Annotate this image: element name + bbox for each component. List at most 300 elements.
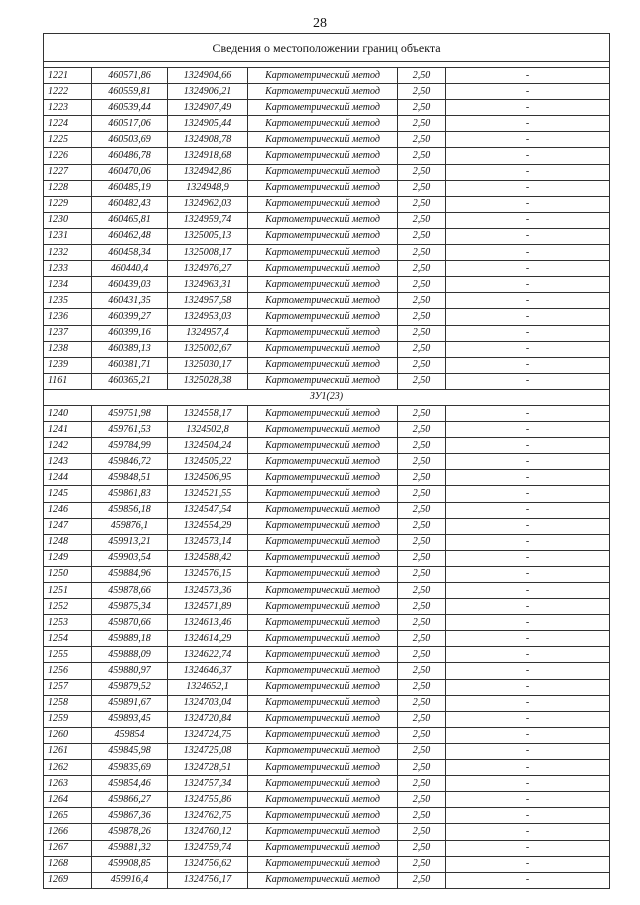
description: - xyxy=(446,84,610,100)
coord-y: 1324756,62 xyxy=(168,856,248,872)
coord-x: 459751,98 xyxy=(92,405,168,421)
table-row xyxy=(44,470,610,486)
coord-x: 459893,45 xyxy=(92,711,168,727)
method: Картометрический метод xyxy=(248,599,398,615)
precision: 2,50 xyxy=(398,84,446,100)
precision: 2,50 xyxy=(398,180,446,196)
description: - xyxy=(446,486,610,502)
precision: 2,50 xyxy=(398,100,446,116)
page-number: 28 xyxy=(313,16,327,31)
coord-y: 1324588,42 xyxy=(168,550,248,566)
table-row xyxy=(44,663,610,679)
method: Картометрический метод xyxy=(248,180,398,196)
method: Картометрический метод xyxy=(248,277,398,293)
description: - xyxy=(446,663,610,679)
coord-x: 459913,21 xyxy=(92,534,168,550)
method: Картометрический метод xyxy=(248,727,398,743)
table-row xyxy=(44,116,610,132)
table-row xyxy=(44,566,610,582)
coord-y: 1324502,8 xyxy=(168,422,248,438)
method: Картометрический метод xyxy=(248,550,398,566)
point-number: 1236 xyxy=(44,309,92,325)
coord-y: 1324728,51 xyxy=(168,760,248,776)
coord-y: 1324760,12 xyxy=(168,824,248,840)
method: Картометрический метод xyxy=(248,132,398,148)
table-row xyxy=(44,743,610,759)
method: Картометрический метод xyxy=(248,808,398,824)
coord-y: 1324554,29 xyxy=(168,518,248,534)
coord-y: 1324976,27 xyxy=(168,261,248,277)
coord-y: 1324573,36 xyxy=(168,583,248,599)
method: Картометрический метод xyxy=(248,824,398,840)
point-number: 1245 xyxy=(44,486,92,502)
point-number: 1232 xyxy=(44,245,92,261)
precision: 2,50 xyxy=(398,422,446,438)
point-number: 1266 xyxy=(44,824,92,840)
table-row xyxy=(44,357,610,373)
section-label: ЗУ1(23) xyxy=(44,389,610,405)
table-row xyxy=(44,261,610,277)
precision: 2,50 xyxy=(398,341,446,357)
coord-x: 459835,69 xyxy=(92,760,168,776)
method: Картометрический метод xyxy=(248,856,398,872)
coord-x: 459761,53 xyxy=(92,422,168,438)
description: - xyxy=(446,405,610,421)
description: - xyxy=(446,776,610,792)
coord-x: 460482,43 xyxy=(92,196,168,212)
point-number: 1250 xyxy=(44,566,92,582)
method: Картометрический метод xyxy=(248,309,398,325)
precision: 2,50 xyxy=(398,309,446,325)
coord-y: 1324759,74 xyxy=(168,840,248,856)
precision: 2,50 xyxy=(398,631,446,647)
precision: 2,50 xyxy=(398,727,446,743)
table-row xyxy=(44,148,610,164)
precision: 2,50 xyxy=(398,148,446,164)
description: - xyxy=(446,470,610,486)
table-row xyxy=(44,180,610,196)
coord-x: 460485,19 xyxy=(92,180,168,196)
precision: 2,50 xyxy=(398,293,446,309)
point-number: 1228 xyxy=(44,180,92,196)
description: - xyxy=(446,454,610,470)
coord-x: 460399,16 xyxy=(92,325,168,341)
precision: 2,50 xyxy=(398,228,446,244)
method: Картометрический метод xyxy=(248,438,398,454)
method: Картометрический метод xyxy=(248,647,398,663)
point-number: 1227 xyxy=(44,164,92,180)
point-number: 1246 xyxy=(44,502,92,518)
description: - xyxy=(446,180,610,196)
boundary-table xyxy=(43,33,610,889)
point-number: 1161 xyxy=(44,373,92,389)
method: Картометрический метод xyxy=(248,679,398,695)
point-number: 1230 xyxy=(44,212,92,228)
coord-y: 1324724,75 xyxy=(168,727,248,743)
description: - xyxy=(446,325,610,341)
description: - xyxy=(446,840,610,856)
description: - xyxy=(446,341,610,357)
coord-x: 460458,34 xyxy=(92,245,168,261)
coord-y: 1324904,66 xyxy=(168,68,248,84)
coord-x: 459889,18 xyxy=(92,631,168,647)
point-number: 1231 xyxy=(44,228,92,244)
description: - xyxy=(446,631,610,647)
table-row xyxy=(44,212,610,228)
method: Картометрический метод xyxy=(248,357,398,373)
description: - xyxy=(446,196,610,212)
point-number: 1226 xyxy=(44,148,92,164)
method: Картометрический метод xyxy=(248,743,398,759)
table-row xyxy=(44,422,610,438)
coord-x: 460486,78 xyxy=(92,148,168,164)
method: Картометрический метод xyxy=(248,164,398,180)
coord-x: 459888,09 xyxy=(92,647,168,663)
coord-y: 1324504,24 xyxy=(168,438,248,454)
description: - xyxy=(446,293,610,309)
method: Картометрический метод xyxy=(248,373,398,389)
table-title: Сведения о местоположении границ объекта xyxy=(44,34,610,62)
coord-x: 460389,13 xyxy=(92,341,168,357)
precision: 2,50 xyxy=(398,132,446,148)
coord-x: 459903,54 xyxy=(92,550,168,566)
method: Картометрический метод xyxy=(248,792,398,808)
point-number: 1243 xyxy=(44,454,92,470)
description: - xyxy=(446,743,610,759)
table-row xyxy=(44,711,610,727)
table-row xyxy=(44,792,610,808)
method: Картометрический метод xyxy=(248,776,398,792)
point-number: 1239 xyxy=(44,357,92,373)
point-number: 1229 xyxy=(44,196,92,212)
coord-y: 1325028,38 xyxy=(168,373,248,389)
precision: 2,50 xyxy=(398,486,446,502)
coord-y: 1324957,58 xyxy=(168,293,248,309)
description: - xyxy=(446,148,610,164)
description: - xyxy=(446,164,610,180)
method: Картометрический метод xyxy=(248,84,398,100)
description: - xyxy=(446,100,610,116)
description: - xyxy=(446,438,610,454)
point-number: 1223 xyxy=(44,100,92,116)
precision: 2,50 xyxy=(398,68,446,84)
method: Картометрический метод xyxy=(248,68,398,84)
point-number: 1257 xyxy=(44,679,92,695)
coord-x: 459845,98 xyxy=(92,743,168,759)
point-number: 1224 xyxy=(44,116,92,132)
point-number: 1237 xyxy=(44,325,92,341)
coord-x: 459880,97 xyxy=(92,663,168,679)
table-row xyxy=(44,534,610,550)
method: Картометрический метод xyxy=(248,760,398,776)
method: Картометрический метод xyxy=(248,422,398,438)
coord-x: 460559,81 xyxy=(92,84,168,100)
point-number: 1247 xyxy=(44,518,92,534)
table-row xyxy=(44,631,610,647)
table-row xyxy=(44,405,610,421)
coord-x: 460431,35 xyxy=(92,293,168,309)
description: - xyxy=(446,679,610,695)
coord-x: 459876,1 xyxy=(92,518,168,534)
coord-y: 1324725,08 xyxy=(168,743,248,759)
description: - xyxy=(446,808,610,824)
coord-y: 1325008,17 xyxy=(168,245,248,261)
precision: 2,50 xyxy=(398,502,446,518)
description: - xyxy=(446,116,610,132)
coord-x: 459861,83 xyxy=(92,486,168,502)
point-number: 1251 xyxy=(44,583,92,599)
method: Картометрический метод xyxy=(248,872,398,888)
point-number: 1238 xyxy=(44,341,92,357)
precision: 2,50 xyxy=(398,599,446,615)
table-row xyxy=(44,454,610,470)
description: - xyxy=(446,599,610,615)
description: - xyxy=(446,228,610,244)
coord-y: 1324571,89 xyxy=(168,599,248,615)
coord-y: 1324953,03 xyxy=(168,309,248,325)
description: - xyxy=(446,727,610,743)
method: Картометрический метод xyxy=(248,711,398,727)
precision: 2,50 xyxy=(398,647,446,663)
point-number: 1256 xyxy=(44,663,92,679)
point-number: 1248 xyxy=(44,534,92,550)
precision: 2,50 xyxy=(398,550,446,566)
precision: 2,50 xyxy=(398,212,446,228)
method: Картометрический метод xyxy=(248,245,398,261)
description: - xyxy=(446,856,610,872)
coord-x: 460440,4 xyxy=(92,261,168,277)
table-title-row xyxy=(44,34,610,62)
table-row xyxy=(44,599,610,615)
coord-y: 1324506,95 xyxy=(168,470,248,486)
section-row xyxy=(44,389,610,405)
coord-x: 460465,81 xyxy=(92,212,168,228)
method: Картометрический метод xyxy=(248,518,398,534)
coord-x: 459870,66 xyxy=(92,615,168,631)
coord-x: 459884,96 xyxy=(92,566,168,582)
coord-x: 459875,34 xyxy=(92,599,168,615)
table-row xyxy=(44,518,610,534)
method: Картометрический метод xyxy=(248,566,398,582)
coord-y: 1324962,03 xyxy=(168,196,248,212)
coord-x: 459848,51 xyxy=(92,470,168,486)
table-row xyxy=(44,245,610,261)
point-number: 1249 xyxy=(44,550,92,566)
point-number: 1260 xyxy=(44,727,92,743)
precision: 2,50 xyxy=(398,454,446,470)
method: Картометрический метод xyxy=(248,454,398,470)
point-number: 1263 xyxy=(44,776,92,792)
description: - xyxy=(446,695,610,711)
description: - xyxy=(446,647,610,663)
point-number: 1225 xyxy=(44,132,92,148)
precision: 2,50 xyxy=(398,695,446,711)
coord-x: 459878,66 xyxy=(92,583,168,599)
point-number: 1234 xyxy=(44,277,92,293)
table-row xyxy=(44,341,610,357)
description: - xyxy=(446,583,610,599)
description: - xyxy=(446,824,610,840)
point-number: 1267 xyxy=(44,840,92,856)
point-number: 1265 xyxy=(44,808,92,824)
coord-y: 1325002,67 xyxy=(168,341,248,357)
point-number: 1252 xyxy=(44,599,92,615)
coord-y: 1324757,34 xyxy=(168,776,248,792)
coord-y: 1324646,37 xyxy=(168,663,248,679)
precision: 2,50 xyxy=(398,438,446,454)
point-number: 1268 xyxy=(44,856,92,872)
method: Картометрический метод xyxy=(248,405,398,421)
table-row xyxy=(44,679,610,695)
table-row xyxy=(44,438,610,454)
description: - xyxy=(446,760,610,776)
precision: 2,50 xyxy=(398,245,446,261)
coord-x: 459878,26 xyxy=(92,824,168,840)
precision: 2,50 xyxy=(398,808,446,824)
precision: 2,50 xyxy=(398,277,446,293)
method: Картометрический метод xyxy=(248,196,398,212)
method: Картометрический метод xyxy=(248,116,398,132)
precision: 2,50 xyxy=(398,679,446,695)
table-row xyxy=(44,84,610,100)
precision: 2,50 xyxy=(398,711,446,727)
table-row xyxy=(44,695,610,711)
description: - xyxy=(446,566,610,582)
coord-y: 1324942,86 xyxy=(168,164,248,180)
description: - xyxy=(446,872,610,888)
point-number: 1258 xyxy=(44,695,92,711)
precision: 2,50 xyxy=(398,534,446,550)
point-number: 1222 xyxy=(44,84,92,100)
description: - xyxy=(446,502,610,518)
coord-x: 460517,06 xyxy=(92,116,168,132)
coord-y: 1324908,78 xyxy=(168,132,248,148)
method: Картометрический метод xyxy=(248,631,398,647)
precision: 2,50 xyxy=(398,856,446,872)
method: Картометрический метод xyxy=(248,261,398,277)
description: - xyxy=(446,277,610,293)
coord-y: 1324720,84 xyxy=(168,711,248,727)
coord-x: 460571,86 xyxy=(92,68,168,84)
precision: 2,50 xyxy=(398,872,446,888)
table-row xyxy=(44,808,610,824)
coord-y: 1324906,21 xyxy=(168,84,248,100)
method: Картометрический метод xyxy=(248,470,398,486)
precision: 2,50 xyxy=(398,518,446,534)
coord-y: 1324963,31 xyxy=(168,277,248,293)
coord-x: 459866,27 xyxy=(92,792,168,808)
description: - xyxy=(446,518,610,534)
precision: 2,50 xyxy=(398,792,446,808)
table-row xyxy=(44,228,610,244)
point-number: 1253 xyxy=(44,615,92,631)
table-row xyxy=(44,615,610,631)
precision: 2,50 xyxy=(398,405,446,421)
description: - xyxy=(446,373,610,389)
table-row xyxy=(44,293,610,309)
coord-x: 460539,44 xyxy=(92,100,168,116)
method: Картометрический метод xyxy=(248,502,398,518)
table-row xyxy=(44,583,610,599)
coord-y: 1324756,17 xyxy=(168,872,248,888)
description: - xyxy=(446,261,610,277)
coord-x: 459854,46 xyxy=(92,776,168,792)
description: - xyxy=(446,309,610,325)
precision: 2,50 xyxy=(398,743,446,759)
point-number: 1244 xyxy=(44,470,92,486)
coord-x: 459784,99 xyxy=(92,438,168,454)
table-row xyxy=(44,309,610,325)
precision: 2,50 xyxy=(398,373,446,389)
coord-y: 1324918,68 xyxy=(168,148,248,164)
method: Картометрический метод xyxy=(248,293,398,309)
coord-y: 1324622,74 xyxy=(168,647,248,663)
coord-y: 1325030,17 xyxy=(168,357,248,373)
coord-x: 459891,67 xyxy=(92,695,168,711)
table-row xyxy=(44,550,610,566)
coord-y: 1324613,46 xyxy=(168,615,248,631)
table-row xyxy=(44,325,610,341)
coord-y: 1324703,04 xyxy=(168,695,248,711)
coord-x: 460399,27 xyxy=(92,309,168,325)
table-row xyxy=(44,100,610,116)
coord-x: 459908,85 xyxy=(92,856,168,872)
method: Картометрический метод xyxy=(248,840,398,856)
coord-y: 1324957,4 xyxy=(168,325,248,341)
coord-x: 459867,36 xyxy=(92,808,168,824)
description: - xyxy=(446,357,610,373)
coord-y: 1324907,49 xyxy=(168,100,248,116)
method: Картометрический метод xyxy=(248,228,398,244)
method: Картометрический метод xyxy=(248,325,398,341)
coord-y: 1324614,29 xyxy=(168,631,248,647)
method: Картометрический метод xyxy=(248,695,398,711)
precision: 2,50 xyxy=(398,566,446,582)
point-number: 1269 xyxy=(44,872,92,888)
precision: 2,50 xyxy=(398,470,446,486)
precision: 2,50 xyxy=(398,760,446,776)
precision: 2,50 xyxy=(398,615,446,631)
method: Картометрический метод xyxy=(248,663,398,679)
coord-x: 459879,52 xyxy=(92,679,168,695)
precision: 2,50 xyxy=(398,840,446,856)
table-row xyxy=(44,727,610,743)
coord-y: 1324505,22 xyxy=(168,454,248,470)
coord-y: 1324959,74 xyxy=(168,212,248,228)
coord-x: 460365,21 xyxy=(92,373,168,389)
description: - xyxy=(446,792,610,808)
coord-x: 460470,06 xyxy=(92,164,168,180)
point-number: 1262 xyxy=(44,760,92,776)
method: Картометрический метод xyxy=(248,583,398,599)
table-row xyxy=(44,373,610,389)
point-number: 1240 xyxy=(44,405,92,421)
method: Картометрический метод xyxy=(248,486,398,502)
description: - xyxy=(446,550,610,566)
coord-y: 1324521,55 xyxy=(168,486,248,502)
coord-y: 1324558,17 xyxy=(168,405,248,421)
point-number: 1233 xyxy=(44,261,92,277)
precision: 2,50 xyxy=(398,583,446,599)
point-number: 1255 xyxy=(44,647,92,663)
precision: 2,50 xyxy=(398,357,446,373)
precision: 2,50 xyxy=(398,261,446,277)
precision: 2,50 xyxy=(398,663,446,679)
table-row xyxy=(44,164,610,180)
coord-x: 459856,18 xyxy=(92,502,168,518)
precision: 2,50 xyxy=(398,776,446,792)
point-number: 1221 xyxy=(44,68,92,84)
